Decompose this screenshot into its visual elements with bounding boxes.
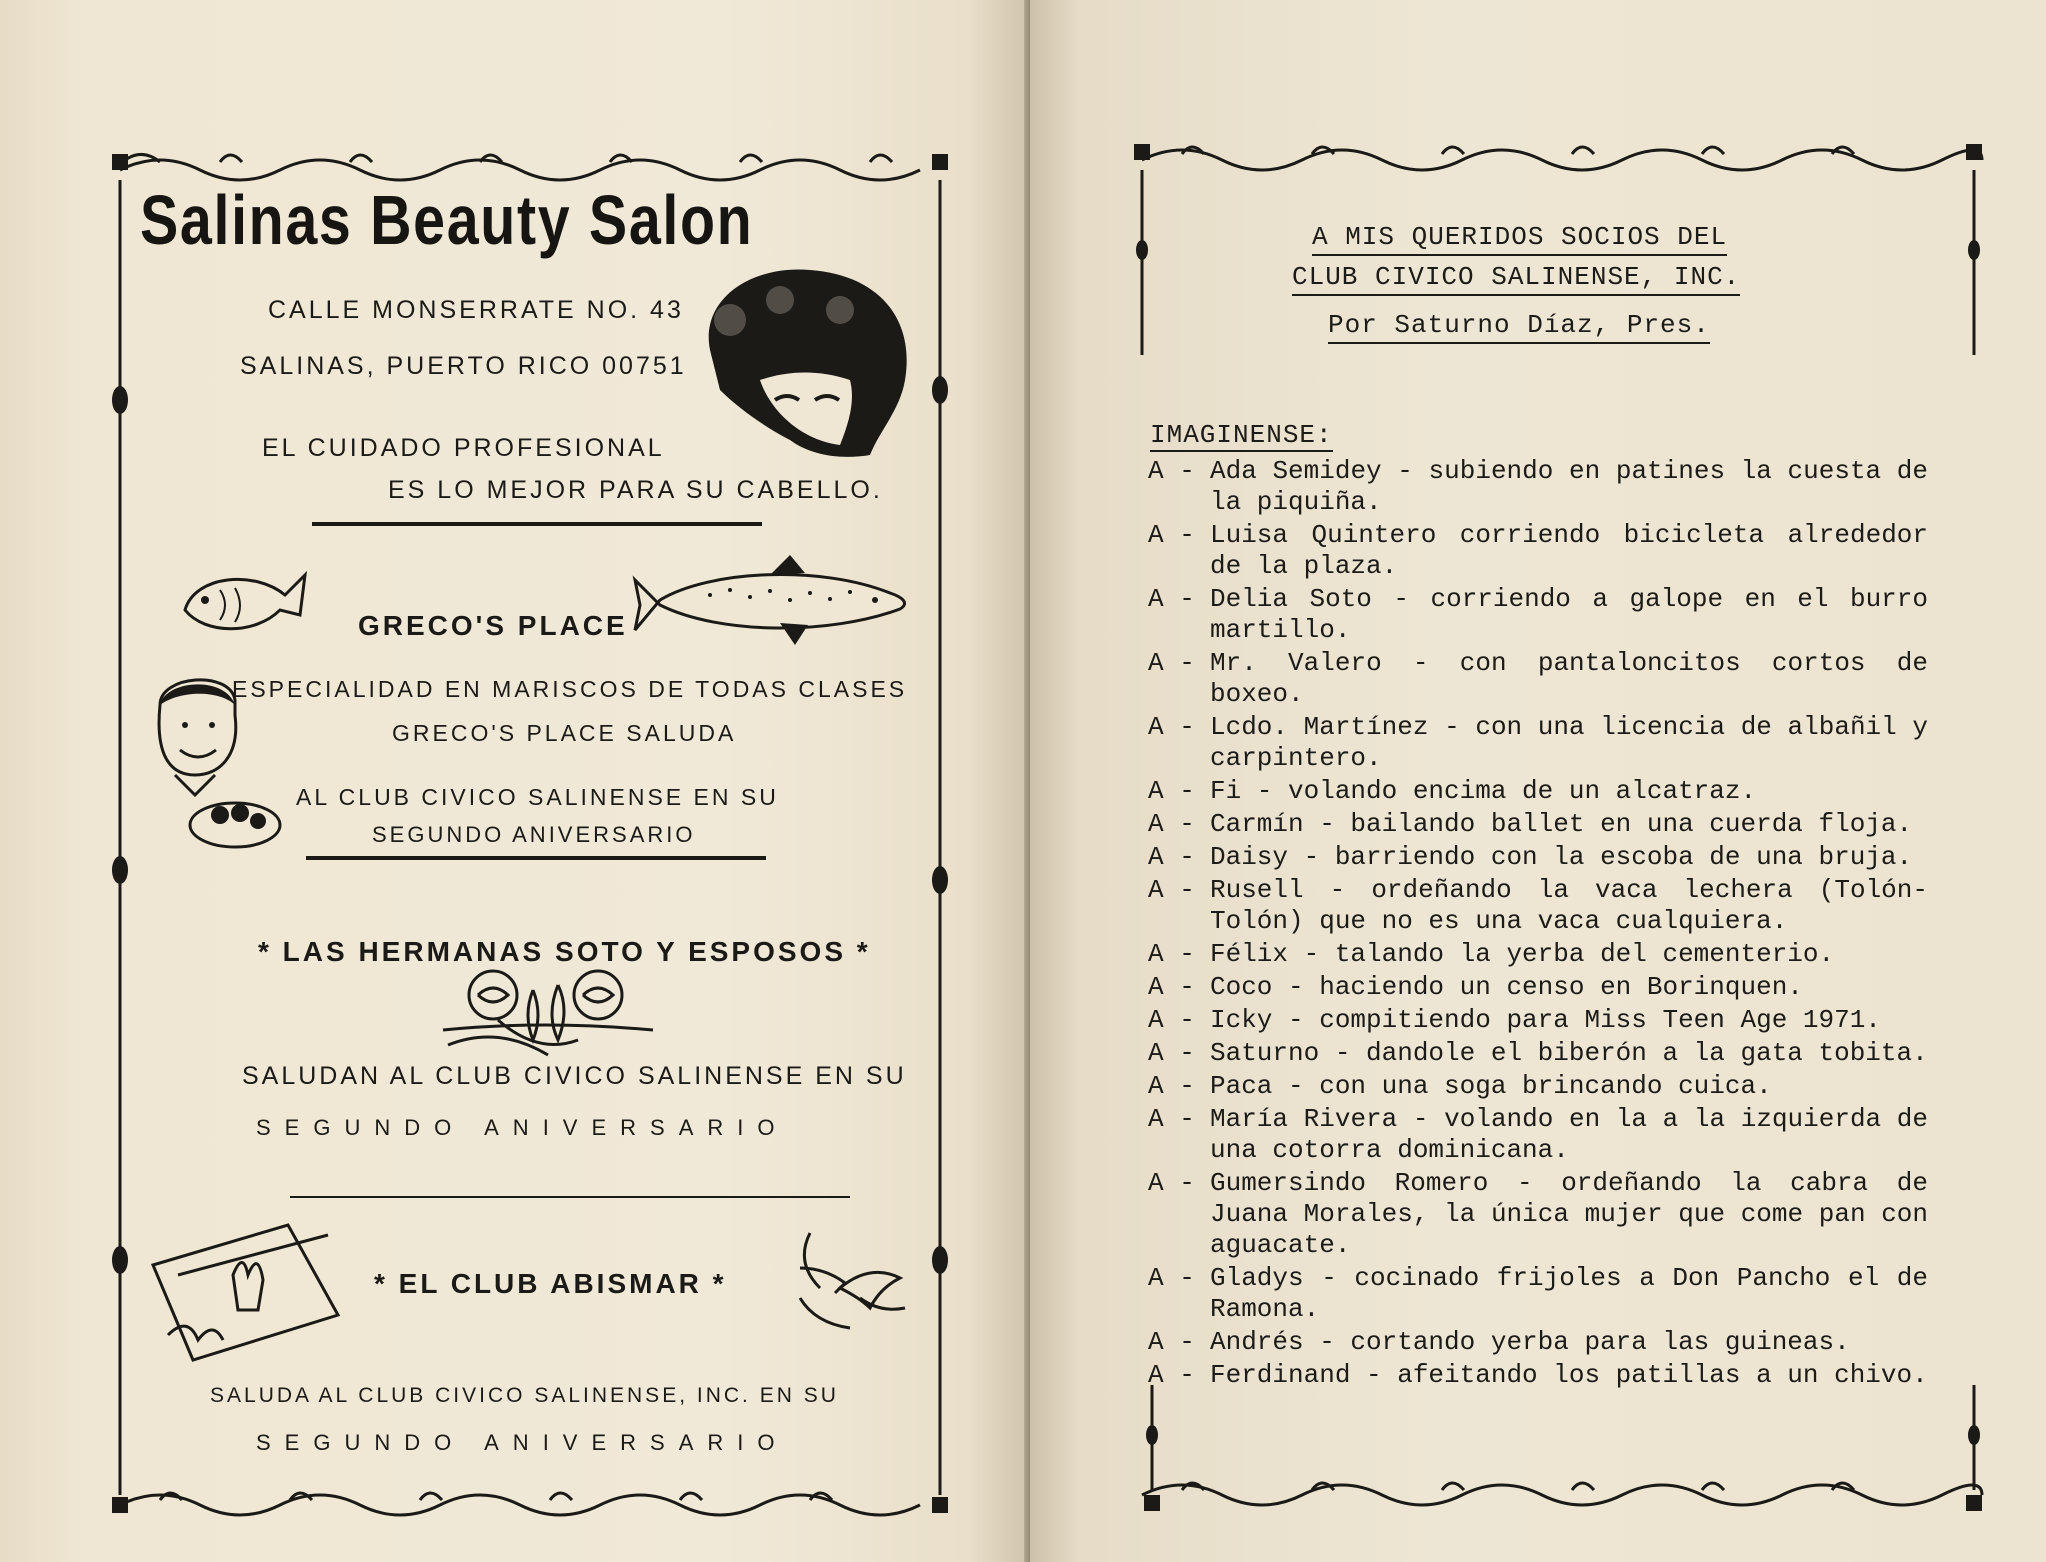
list-item-prefix: A - (1148, 1071, 1211, 1101)
letter-heading-line2: CLUB CIVICO SALINENSE, INC. (1292, 262, 1740, 296)
list-item-text: Rusell - ordeñando la vaca lechera (Tolón-Tolón) que no es una vaca cualquiera. (1210, 875, 1928, 936)
hermanas-name: * LAS HERMANAS SOTO Y ESPOSOS * (258, 936, 871, 967)
ornamental-frame-right-bottom (1122, 1380, 1992, 1520)
salon-slogan-line2: ES LO MEJOR PARA SU CABELLO. (388, 476, 883, 504)
letter-heading-line1: A MIS QUERIDOS SOCIOS DEL (1312, 222, 1727, 256)
list-item-text: Luisa Quintero corriendo bicicleta alrededor de la plaza. (1210, 520, 1928, 581)
grecos-line1: ESPECIALIDAD EN MARISCOS DE TODAS CLASES (232, 676, 908, 702)
salon-address-line1: CALLE MONSERRATE NO. 43 (268, 296, 684, 324)
salon-address-line2: SALINAS, PUERTO RICO 00751 (240, 352, 687, 380)
list-item-text: Icky - compitiendo para Miss Teen Age 1971. (1210, 1005, 1881, 1035)
woman-portrait-illustration (690, 260, 920, 475)
list-item (1148, 1071, 1928, 1102)
list-item-prefix: A - (1148, 1168, 1211, 1198)
hummingbird-flower-illustration (780, 1228, 920, 1343)
list-item-prefix: A - (1148, 1327, 1211, 1357)
list-item (1148, 520, 1928, 582)
letter-author-line: Por Saturno Díaz, Pres. (1328, 310, 1710, 344)
abismar-line1: SALUDA AL CLUB CIVICO SALINENSE, INC. EN SU (210, 1384, 839, 1407)
list-item-prefix: A - (1148, 712, 1211, 742)
divider-rule (290, 1196, 850, 1198)
list-item-text: Delia Soto - corriendo a galope en el burro martillo. (1210, 584, 1928, 645)
list-item (1148, 456, 1928, 518)
list-item (1148, 1360, 1928, 1391)
salon-slogan-line1: EL CUIDADO PROFESIONAL (262, 434, 665, 462)
list-item (1148, 1327, 1928, 1358)
list-item-text: Ferdinand - afeitando los patillas a un chivo. (1210, 1360, 1928, 1390)
intro-heading: IMAGINENSE: (1150, 420, 1333, 450)
roses-illustration (438, 960, 663, 1065)
divider-rule (306, 856, 766, 860)
hermanas-line1: SALUDAN AL CLUB CIVICO SALINENSE EN SU (242, 1062, 907, 1090)
list-item (1148, 809, 1928, 840)
list-item-text: Fi - volando encima de un alcatraz. (1210, 776, 1757, 806)
list-item-text: Mr. Valero - con pantaloncitos cortos de boxeo. (1210, 648, 1928, 709)
list-item-prefix: A - (1148, 584, 1211, 614)
list-item (1148, 939, 1928, 970)
list-item-prefix: A - (1148, 939, 1211, 969)
list-item-prefix: A - (1148, 1038, 1211, 1068)
list-item-text: Andrés - cortando yerba para las guineas. (1210, 1327, 1850, 1357)
list-item-text: Paca - con una soga brincando cuica. (1210, 1071, 1772, 1101)
list-item-prefix: A - (1148, 520, 1211, 550)
list-item-text: Lcdo. Martínez - con una licencia de albañil y carpintero. (1210, 712, 1928, 773)
hermanas-line2: SEGUNDO ANIVERSARIO (256, 1115, 789, 1140)
divider-rule (312, 522, 762, 526)
abismar-line2: SEGUNDO ANIVERSARIO (256, 1430, 789, 1455)
list-item (1148, 1005, 1928, 1036)
salon-title: Salinas Beauty Salon (140, 181, 754, 259)
list-item (1148, 776, 1928, 807)
abismar-name: * EL CLUB ABISMAR * (374, 1268, 727, 1299)
list-item-prefix: A - (1148, 776, 1211, 806)
list-item (1148, 712, 1928, 774)
list-item-text: Ada Semidey - subiendo en patines la cuesta de la piquiña. (1210, 456, 1928, 517)
grecos-line2: GRECO'S PLACE SALUDA (392, 720, 737, 746)
list-item-text: Carmín - bailando ballet en una cuerda floja. (1210, 809, 1913, 839)
list-item-text: Félix - talando la yerba del cementerio. (1210, 939, 1835, 969)
list-item (1148, 875, 1928, 937)
list-item-prefix: A - (1148, 1360, 1211, 1390)
list-item-text: María Rivera - volando en la a la izquierda de una cotorra dominicana. (1210, 1104, 1928, 1165)
list-item (1148, 1104, 1928, 1166)
list-item (1148, 1168, 1928, 1261)
grecos-name: GRECO'S PLACE (358, 610, 628, 641)
list-item-prefix: A - (1148, 875, 1211, 905)
list-item-prefix: A - (1148, 1263, 1211, 1293)
list-item-text: Coco - haciendo un censo en Borinquen. (1210, 972, 1803, 1002)
list-item-prefix: A - (1148, 1005, 1211, 1035)
list-item-prefix: A - (1148, 648, 1211, 678)
list-item (1148, 584, 1928, 646)
list-item (1148, 1263, 1928, 1325)
list-item-prefix: A - (1148, 972, 1211, 1002)
trout-illustration (630, 545, 915, 660)
list-item-prefix: A - (1148, 456, 1211, 486)
list-item-prefix: A - (1148, 1104, 1211, 1134)
grecos-line4: SEGUNDO ANIVERSARIO (372, 822, 696, 847)
list-item (1148, 648, 1928, 710)
list-item-text: Daisy - barriendo con la escoba de una bruja. (1210, 842, 1913, 872)
list-item (1148, 1038, 1928, 1069)
imaginense-list (1148, 456, 1928, 1393)
fish-illustration-small (175, 560, 310, 645)
list-item-text: Saturno - dandole el biberón a la gata tobita. (1210, 1038, 1928, 1068)
list-item (1148, 972, 1928, 1003)
list-item-text: Gladys - cocinado frijoles a Don Pancho el de Ramona. (1210, 1263, 1928, 1324)
list-item (1148, 842, 1928, 873)
list-item-text: Gumersindo Romero - ordeñando la cabra de Juana Morales, la única mujer que come pan con aguacate. (1210, 1168, 1928, 1260)
grecos-line3: AL CLUB CIVICO SALINENSE EN SU (296, 784, 779, 810)
list-item-prefix: A - (1148, 809, 1211, 839)
list-item-prefix: A - (1148, 842, 1211, 872)
envelope-illustration (148, 1215, 348, 1370)
